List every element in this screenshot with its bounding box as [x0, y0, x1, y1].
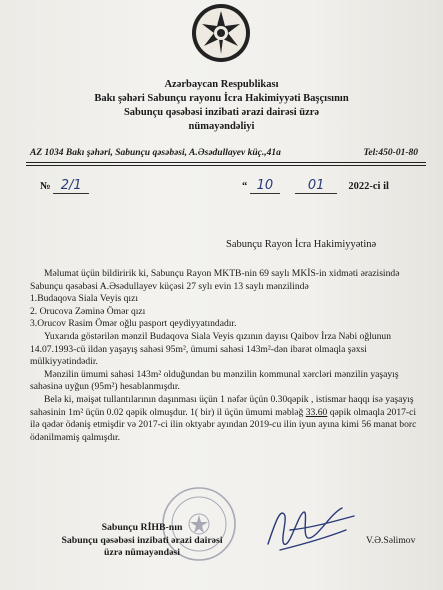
- body-paragraph-4: [30, 394, 426, 444]
- date-month: 01: [295, 178, 337, 194]
- address-line: [30, 148, 426, 161]
- signatory-line-2: Sabunçu qəsəbəsi inzibati ərazi dairəsi: [61, 534, 223, 546]
- state-emblem-icon: [190, 2, 252, 64]
- document-number: [40, 178, 89, 194]
- list-item: 1.Budaqova Siala Veyis qızı: [30, 293, 139, 305]
- body-paragraph-1: Məlumat üçün bildiririk ki, Sabunçu Rayon MKTB-nin 69 saylı MKİS-in xidməti ərazisində Sabunçu qəsəbəsi A.Əsədullayev küçəsi 27 sylı evin 13 saylı mənzilində: [30, 268, 400, 292]
- header-country: Azərbaycan Respublikası: [164, 79, 279, 90]
- document-date: [242, 178, 389, 194]
- header-district: Sabunçu qəsəbəsi inzibati ərazi dairəsi üzrə: [123, 107, 320, 118]
- number-prefix: №: [40, 181, 51, 192]
- amount-value: 33.60: [305, 406, 328, 418]
- signatory-title: [42, 522, 242, 560]
- phone-text: Tel:450-01-80: [363, 148, 418, 158]
- header-office: nümayəndəliyi: [188, 121, 255, 132]
- list-item: 3.Orucov Rasim Ömər oğlu pasport qeydiyyatındadır.: [30, 318, 237, 330]
- body-paragraph-4-start: Belə ki, məişət tullantılarının daşınması üçün 1 nəfər üçün 0.30qəpik , istismar haqqı isə yaşayış sahəsinin 1m² üçün 0.02 qəpik olmuşdur. 1( bir) il üçün ümumi məbləğ: [30, 393, 414, 418]
- date-open-quote: “: [242, 181, 248, 192]
- date-day: 10: [250, 178, 280, 194]
- number-value: 2/1: [53, 178, 89, 194]
- handwritten-signature-icon: [250, 500, 360, 560]
- list-item: 2. Orucova Zəminə Ömər qızı: [30, 305, 146, 317]
- signatory-line-3: üzrə nümayəndəsi: [104, 547, 180, 558]
- date-year: 2022-ci il: [348, 181, 389, 192]
- body-paragraph-3: Mənzilin ümumi sahəsi 143m² olduğundan bu mənzilin kommunal xərcləri mənzilin yaşayış sahəsinə uyğun (95m²) hesablanmışdır.: [30, 368, 399, 393]
- address-text: AZ 1034 Bakı şəhəri, Sabunçu qəsəbəsi, A.Əsədullayev küç.,41a: [30, 148, 281, 158]
- body-paragraph-2: Yuxarıda göstərilən mənzil Budaqova Siala Veyis qızının dayısı Qaibov İrza Nəbi oğlunun 14.07.1993-cü ildən yaşayış sahəsi 95m², ümumi sahəsi 143m²-dən ibarət olmaqla şəxsi mülkiyyətindədir.: [30, 330, 391, 368]
- signatory-line-1: Sabunçu RİHB-nın: [101, 522, 183, 533]
- header-divider: [26, 162, 426, 163]
- recipient: Sabunçu Rayon İcra Hakimiyyətinə: [226, 239, 377, 250]
- body-text: [30, 268, 426, 444]
- body-paragraph-4-end: qəpik olmaqla 2017-ci ilə qədər ödəniş etmişdir və 2017-ci ilin oktyabr ayından 2019-cu ilin iyun ayına kimi 56 manat borc ödənilməmiş qalmışdır.: [30, 406, 417, 443]
- signatory-name: V.Ə.Səlimov: [366, 535, 416, 546]
- header-divider-thin: [26, 165, 426, 166]
- header-authority: Bakı şəhəri Sabunçu rayonu İcra Hakimiyyəti Başçısının: [94, 93, 349, 104]
